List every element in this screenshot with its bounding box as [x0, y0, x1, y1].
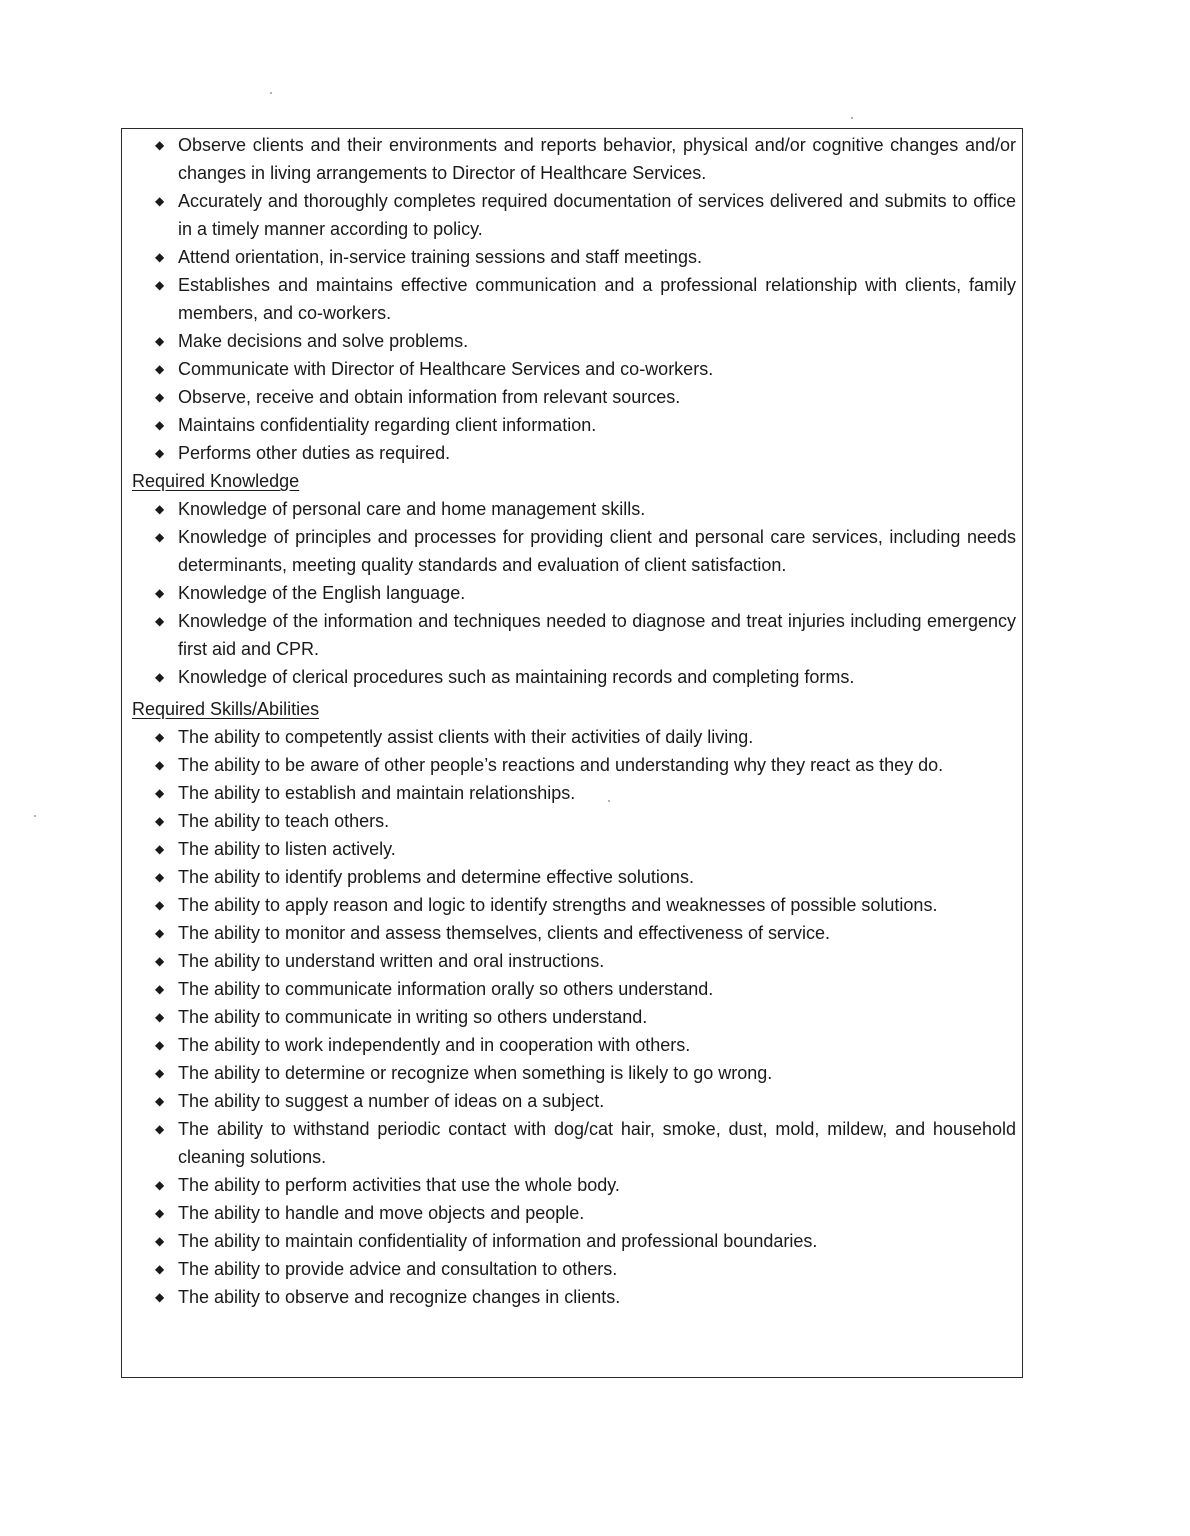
list-item: ◆ Knowledge of the English language.: [176, 579, 1016, 607]
list-item: ◆ The ability to communicate information orally so others understand.: [176, 975, 1016, 1003]
list-item: ◆ The ability to identify problems and determine effective solutions.: [176, 863, 1016, 891]
list-item: ◆ Knowledge of personal care and home management skills.: [176, 495, 1016, 523]
list-item: ◆ The ability to provide advice and consultation to others.: [176, 1255, 1016, 1283]
list-item: ◆ Knowledge of the information and techniques needed to diagnose and treat injuries including emergency first aid and CPR.: [176, 607, 1016, 663]
list-item: ◆ Communicate with Director of Healthcare Services and co-workers.: [176, 355, 1016, 383]
list-item: ◆ The ability to perform activities that use the whole body.: [176, 1171, 1016, 1199]
list-item: ◆ The ability to suggest a number of ideas on a subject.: [176, 1087, 1016, 1115]
list-item: ◆ Make decisions and solve problems.: [176, 327, 1016, 355]
list-item: ◆ The ability to be aware of other people’s reactions and understanding why they react as they do.: [176, 751, 1016, 779]
list-item: ◆ The ability to determine or recognize when something is likely to go wrong.: [176, 1059, 1016, 1087]
job-description-content: [132, 131, 1016, 1311]
list-item: ◆ Establishes and maintains effective communication and a professional relationship with clients, family members, and co-workers.: [176, 271, 1016, 327]
list-item: ◆ The ability to monitor and assess themselves, clients and effectiveness of service.: [176, 919, 1016, 947]
list-item: ◆ The ability to competently assist clients with their activities of daily living.: [176, 723, 1016, 751]
list-item: ◆ Accurately and thoroughly completes required documentation of services delivered and submits to office in a timely manner according to policy.: [176, 187, 1016, 243]
required-knowledge-heading: Required Knowledge: [132, 471, 300, 491]
list-item: ◆ Maintains confidentiality regarding client information.: [176, 411, 1016, 439]
list-item: ◆ Knowledge of principles and processes for providing client and personal care services, including needs determinants, meeting quality standards and evaluation of client satisfaction.: [176, 523, 1016, 579]
list-item: ◆ Knowledge of clerical procedures such as maintaining records and completing forms.: [176, 663, 1016, 691]
list-item: ◆ The ability to communicate in writing so others understand.: [176, 1003, 1016, 1031]
list-item: ◆ The ability to apply reason and logic to identify strengths and weaknesses of possible solutions.: [176, 891, 1016, 919]
scan-speck: [34, 815, 36, 817]
knowledge-list: [132, 495, 1016, 691]
duties-list: [132, 131, 1016, 467]
list-item: ◆ The ability to maintain confidentiality of information and professional boundaries.: [176, 1227, 1016, 1255]
list-item: ◆ The ability to teach others.: [176, 807, 1016, 835]
scan-speck: [270, 92, 272, 94]
list-item: ◆ The ability to establish and maintain relationships.: [176, 779, 1016, 807]
list-item: ◆ The ability to work independently and in cooperation with others.: [176, 1031, 1016, 1059]
list-item: ◆ The ability to listen actively.: [176, 835, 1016, 863]
list-item: ◆ Observe clients and their environments and reports behavior, physical and/or cognitive changes and/or changes in living arrangements to Director of Healthcare Services.: [176, 131, 1016, 187]
list-item: ◆ The ability to withstand periodic contact with dog/cat hair, smoke, dust, mold, mildew, and household cleaning solutions.: [176, 1115, 1016, 1171]
list-item: ◆ The ability to observe and recognize changes in clients.: [176, 1283, 1016, 1311]
list-item: ◆ Performs other duties as required.: [176, 439, 1016, 467]
list-item: ◆ Observe, receive and obtain information from relevant sources.: [176, 383, 1016, 411]
list-item: ◆ The ability to handle and move objects and people.: [176, 1199, 1016, 1227]
list-item: ◆ Attend orientation, in-service training sessions and staff meetings.: [176, 243, 1016, 271]
list-item: ◆ The ability to understand written and oral instructions.: [176, 947, 1016, 975]
skills-list: [132, 723, 1016, 1311]
scan-speck: [851, 117, 853, 119]
required-skills-heading: Required Skills/Abilities: [132, 699, 320, 719]
